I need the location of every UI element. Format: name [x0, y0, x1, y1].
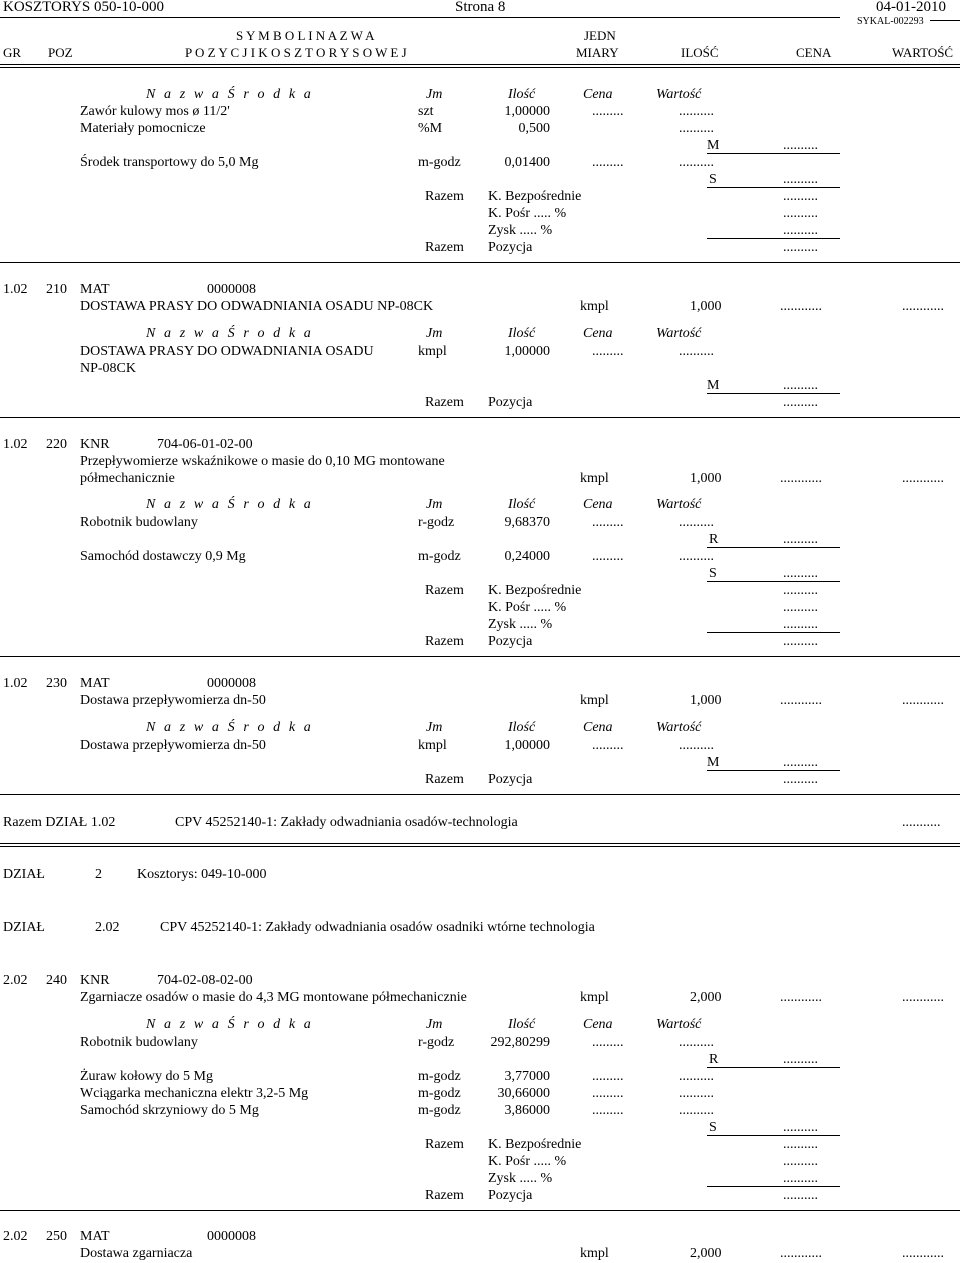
position-description-cont: półmechanicznie [80, 471, 175, 486]
razem-label: Razem [425, 772, 464, 787]
subtotal-s-label: S [709, 566, 717, 581]
position-gr: 1.02 [3, 282, 28, 297]
resource-name: Zawór kulowy mos ø 11/2' [80, 104, 230, 119]
col-ilosc: ILOŚĆ [681, 45, 719, 60]
subtotal-r-value: .......... [783, 532, 818, 547]
resource-price: ......... [592, 1069, 624, 1084]
razem-label: Razem [425, 1188, 464, 1203]
position-price: ............ [780, 990, 822, 1005]
position-description: Dostawa zgarniacza [80, 1246, 193, 1261]
jm-header: Jm [426, 720, 443, 735]
resource-unit: r-godz [418, 515, 455, 530]
resource-name: Wciągarka mechaniczna elektr 3,2-5 Mg [80, 1086, 309, 1101]
resource-value: .......... [679, 1086, 714, 1101]
razem-label: Razem [425, 189, 464, 204]
resource-qty: 0,01400 [504, 155, 550, 170]
resource-qty: 0,500 [518, 121, 550, 136]
resource-qty: 3,77000 [504, 1069, 550, 1084]
cena-header: Cena [583, 87, 613, 102]
position-value: ............ [902, 471, 944, 486]
subtotal-s-value: .......... [783, 1120, 818, 1135]
pozycja-label: Pozycja [488, 240, 533, 255]
resource-value: .......... [679, 155, 714, 170]
position-poz: 250 [46, 1229, 67, 1244]
position-unit: kmpl [580, 990, 609, 1005]
resource-name: Dostawa przepływomierza dn-50 [80, 738, 266, 753]
resource-price: ......... [592, 549, 624, 564]
pozycja-value: .......... [783, 634, 818, 649]
resource-unit: m-godz [418, 1103, 461, 1118]
resource-name: Samochód dostawczy 0,9 Mg [80, 549, 246, 564]
nazwa-srodka-header: N a z w a Ś r o d k a [146, 87, 314, 102]
position-value: ............ [902, 693, 944, 708]
resource-name: Robotnik budowlany [80, 1035, 198, 1050]
col-poz: POZ [48, 45, 73, 60]
resource-price: ......... [592, 104, 624, 119]
resource-name: Robotnik budowlany [80, 515, 198, 530]
position-unit: kmpl [580, 299, 609, 314]
position-poz: 220 [46, 437, 67, 452]
k-posr-label: K. Pośr ..... % [488, 600, 567, 615]
col-wartosc: WARTOŚĆ [892, 45, 954, 60]
position-description: Zgarniacze osadów o masie do 4,3 MG montowane półmechanicznie [80, 990, 467, 1005]
position-poz: 210 [46, 282, 67, 297]
resource-price: ......... [592, 515, 624, 530]
resource-unit: r-godz [418, 1035, 455, 1050]
resource-qty: 292,80299 [490, 1035, 550, 1050]
resource-unit: kmpl [418, 738, 447, 753]
resource-name: Środek transportowy do 5,0 Mg [80, 155, 259, 170]
jm-header: Jm [426, 326, 443, 341]
resource-qty: 3,86000 [504, 1103, 550, 1118]
position-unit: kmpl [580, 1246, 609, 1261]
position-code: 704-06-01-02-00 [157, 437, 253, 452]
k-posr-label: K. Pośr ..... % [488, 206, 567, 221]
cena-header: Cena [583, 326, 613, 341]
k-bezposrednie-value: .......... [783, 189, 818, 204]
zysk-value: .......... [783, 223, 818, 238]
dzial-total-label: Razem DZIAŁ 1.02 [3, 815, 116, 830]
position-description: DOSTAWA PRASY DO ODWADNIANIA OSADU NP-08CK [80, 299, 434, 314]
position-price: ............ [780, 299, 822, 314]
ilosc-header: Ilość [508, 720, 536, 735]
cena-header: Cena [583, 497, 613, 512]
resource-qty: 9,68370 [504, 515, 550, 530]
col-symbol-bottom: P O Z Y C J I K O S Z T O R Y S O W E J [185, 45, 407, 60]
position-poz: 240 [46, 973, 67, 988]
document-code: SYKAL-002293 [857, 16, 924, 27]
position-gr: 2.02 [3, 973, 28, 988]
col-cena: CENA [796, 45, 832, 60]
resource-value: .......... [679, 515, 714, 530]
resource-price: ......... [592, 1086, 624, 1101]
position-qty: 1,000 [690, 299, 722, 314]
resource-price: ......... [592, 1035, 624, 1050]
nazwa-srodka-header: N a z w a Ś r o d k a [146, 326, 314, 341]
k-posr-label: K. Pośr ..... % [488, 1154, 567, 1169]
dzial-total-value: ........... [902, 815, 941, 830]
resource-value: .......... [679, 549, 714, 564]
resource-unit: szt [418, 104, 434, 119]
dzial-label: DZIAŁ [3, 920, 45, 935]
nazwa-srodka-header: N a z w a Ś r o d k a [146, 1017, 314, 1032]
wartosc-header: Wartość [656, 720, 702, 735]
position-price: ............ [780, 471, 822, 486]
position-kind: MAT [80, 282, 110, 297]
jm-header: Jm [426, 87, 443, 102]
pozycja-value: .......... [783, 240, 818, 255]
zysk-label: Zysk ..... % [488, 1171, 553, 1186]
resource-unit: %M [418, 121, 443, 136]
col-jedn-top: JEDN [584, 28, 616, 43]
resource-unit: kmpl [418, 344, 447, 359]
zysk-label: Zysk ..... % [488, 223, 553, 238]
k-bezposrednie-label: K. Bezpośrednie [488, 583, 582, 598]
position-code: 0000008 [207, 676, 256, 691]
resource-qty: 30,66000 [497, 1086, 550, 1101]
subtotal-r-label: R [709, 532, 719, 547]
position-code: 0000008 [207, 282, 256, 297]
razem-label: Razem [425, 634, 464, 649]
k-bezposrednie-label: K. Bezpośrednie [488, 189, 582, 204]
dzial-number: 2 [95, 867, 102, 882]
razem-label: Razem [425, 240, 464, 255]
position-qty: 2,000 [690, 990, 722, 1005]
position-unit: kmpl [580, 693, 609, 708]
cena-header: Cena [583, 1017, 613, 1032]
wartosc-header: Wartość [656, 326, 702, 341]
position-gr: 1.02 [3, 676, 28, 691]
dzial-label: DZIAŁ [3, 867, 45, 882]
subtotal-m-label: M [707, 378, 720, 393]
jm-header: Jm [426, 497, 443, 512]
resource-price: ......... [592, 738, 624, 753]
page-number: Strona 8 [455, 0, 506, 15]
dzial-total-cpv: CPV 45252140-1: Zakłady odwadniania osadów-technologia [175, 815, 518, 830]
resource-value: .......... [679, 1069, 714, 1084]
document-title: KOSZTORYS 050-10-000 [3, 0, 164, 15]
position-value: ............ [902, 990, 944, 1005]
resource-value: .......... [679, 104, 714, 119]
subtotal-m-value: .......... [783, 138, 818, 153]
resource-value: .......... [679, 1103, 714, 1118]
resource-price: ......... [592, 1103, 624, 1118]
k-bezposrednie-label: K. Bezpośrednie [488, 1137, 582, 1152]
position-poz: 230 [46, 676, 67, 691]
jm-header: Jm [426, 1017, 443, 1032]
subtotal-s-value: .......... [783, 566, 818, 581]
pozycja-value: .......... [783, 1188, 818, 1203]
pozycja-label: Pozycja [488, 395, 533, 410]
position-value: ............ [902, 1246, 944, 1261]
subtotal-s-label: S [709, 172, 717, 187]
razem-label: Razem [425, 1137, 464, 1152]
resource-name: DOSTAWA PRASY DO ODWADNIANIA OSADU [80, 344, 374, 359]
ilosc-header: Ilość [508, 326, 536, 341]
position-price: ............ [780, 1246, 822, 1261]
position-kind: MAT [80, 676, 110, 691]
position-unit: kmpl [580, 471, 609, 486]
resource-unit: m-godz [418, 549, 461, 564]
col-symbol-top: S Y M B O L I N A Z W A [236, 28, 375, 43]
position-value: ............ [902, 299, 944, 314]
position-description: Przepływomierze wskaźnikowe o masie do 0,10 MG montowane [80, 454, 445, 469]
resource-qty: 1,00000 [504, 344, 550, 359]
k-bezposrednie-value: .......... [783, 1137, 818, 1152]
subtotal-m-label: M [707, 138, 720, 153]
dzial-description: Kosztorys: 049-10-000 [137, 867, 267, 882]
ilosc-header: Ilość [508, 1017, 536, 1032]
pozycja-label: Pozycja [488, 1188, 533, 1203]
k-posr-value: .......... [783, 206, 818, 221]
subtotal-r-label: R [709, 1052, 719, 1067]
resource-name: Żuraw kołowy do 5 Mg [80, 1069, 213, 1084]
resource-price: ......... [592, 344, 624, 359]
subtotal-m-value: .......... [783, 755, 818, 770]
zysk-label: Zysk ..... % [488, 617, 553, 632]
position-kind: KNR [80, 973, 110, 988]
subtotal-s-value: .......... [783, 172, 818, 187]
ilosc-header: Ilość [508, 497, 536, 512]
subtotal-r-value: .......... [783, 1052, 818, 1067]
pozycja-label: Pozycja [488, 634, 533, 649]
resource-unit: m-godz [418, 1069, 461, 1084]
k-posr-value: .......... [783, 1154, 818, 1169]
resource-name: Materiały pomocnicze [80, 121, 206, 136]
resource-value: .......... [679, 344, 714, 359]
k-bezposrednie-value: .......... [783, 583, 818, 598]
position-qty: 1,000 [690, 471, 722, 486]
position-qty: 1,000 [690, 693, 722, 708]
resource-price: ......... [592, 155, 624, 170]
ilosc-header: Ilość [508, 87, 536, 102]
resource-qty: 0,24000 [504, 549, 550, 564]
position-qty: 2,000 [690, 1246, 722, 1261]
position-price: ............ [780, 693, 822, 708]
zysk-value: .......... [783, 617, 818, 632]
cena-header: Cena [583, 720, 613, 735]
wartosc-header: Wartość [656, 497, 702, 512]
resource-value: .......... [679, 1035, 714, 1050]
col-gr: GR [3, 45, 22, 60]
position-gr: 2.02 [3, 1229, 28, 1244]
wartosc-header: Wartość [656, 1017, 702, 1032]
position-code: 0000008 [207, 1229, 256, 1244]
subtotal-m-value: .......... [783, 378, 818, 393]
position-code: 704-02-08-02-00 [157, 973, 253, 988]
nazwa-srodka-header: N a z w a Ś r o d k a [146, 497, 314, 512]
position-description: Dostawa przepływomierza dn-50 [80, 693, 266, 708]
pozycja-value: .......... [783, 395, 818, 410]
resource-name: Samochód skrzyniowy do 5 Mg [80, 1103, 259, 1118]
wartosc-header: Wartość [656, 87, 702, 102]
zysk-value: .......... [783, 1171, 818, 1186]
razem-label: Razem [425, 395, 464, 410]
k-posr-value: .......... [783, 600, 818, 615]
resource-name-cont: NP-08CK [80, 361, 137, 376]
resource-unit: m-godz [418, 155, 461, 170]
resource-value: .......... [679, 738, 714, 753]
pozycja-label: Pozycja [488, 772, 533, 787]
position-gr: 1.02 [3, 437, 28, 452]
resource-unit: m-godz [418, 1086, 461, 1101]
razem-label: Razem [425, 583, 464, 598]
position-kind: MAT [80, 1229, 110, 1244]
document-date: 04-01-2010 [876, 0, 946, 15]
pozycja-value: .......... [783, 772, 818, 787]
dzial-description: CPV 45252140-1: Zakłady odwadniania osadów osadniki wtórne technologia [160, 920, 595, 935]
resource-qty: 1,00000 [504, 104, 550, 119]
nazwa-srodka-header: N a z w a Ś r o d k a [146, 720, 314, 735]
resource-value: .......... [679, 121, 714, 136]
position-kind: KNR [80, 437, 110, 452]
subtotal-m-label: M [707, 755, 720, 770]
resource-qty: 1,00000 [504, 738, 550, 753]
subtotal-s-label: S [709, 1120, 717, 1135]
dzial-number: 2.02 [95, 920, 120, 935]
col-miary: MIARY [576, 45, 619, 60]
